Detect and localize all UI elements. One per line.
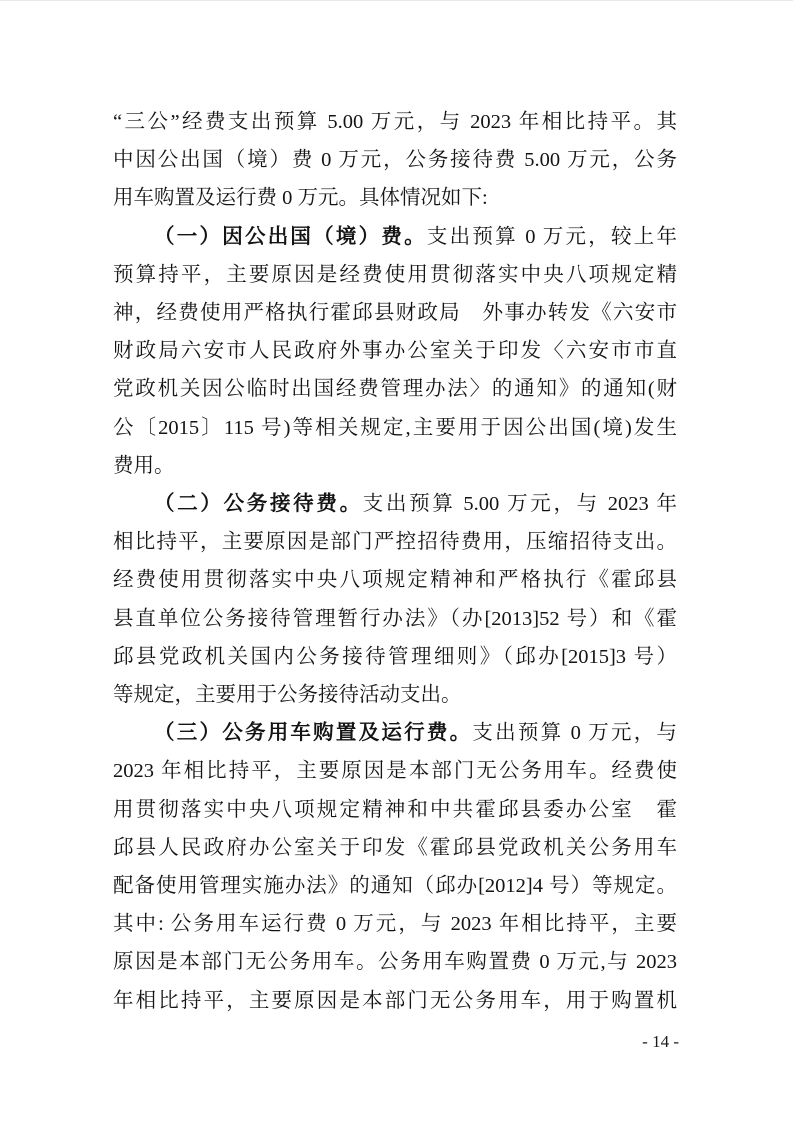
text-line — [113, 600, 677, 638]
text-line — [113, 982, 677, 1020]
text-line — [113, 714, 677, 752]
text-run: 邱县党政机关国内公务接待管理细则》（邱办[2015]3 号） — [113, 645, 677, 668]
text-line — [113, 676, 677, 714]
text-run: 党政机关因公临时出国经费管理办法〉的通知》的通知(财 — [113, 378, 677, 401]
text-run: 中因公出国（境）费 0 万元，公务接待费 5.00 万元，公务 — [113, 149, 677, 172]
text-line — [113, 256, 677, 294]
text-line — [113, 294, 677, 332]
text-run: 用贯彻落实中央八项规定精神和中共霍邱县委办公室 霍 — [113, 798, 677, 821]
text-line — [113, 867, 677, 905]
text-run: 县直单位公务接待管理暂行办法》（办[2013]52 号）和《霍 — [113, 607, 677, 630]
text-run: 支出预算 5.00 万元，与 2023 年 — [362, 493, 678, 516]
text-run: 预算持平，主要原因是经费使用贯彻落实中央八项规定精 — [113, 263, 677, 286]
text-line — [113, 370, 677, 408]
text-run: 年相比持平，主要原因是本部门无公务用车，用于购置机 — [113, 989, 677, 1012]
text-line — [113, 752, 677, 790]
text-line — [113, 829, 677, 867]
text-line — [113, 179, 677, 217]
text-run: 2023 年相比持平，主要原因是本部门无公务用车。经费使 — [113, 760, 677, 783]
text-run: 其中: 公务用车运行费 0 万元，与 2023 年相比持平，主要 — [113, 913, 677, 936]
text-line — [113, 218, 677, 256]
text-line — [113, 103, 677, 141]
text-run: 支出预算 0 万元，较上年 — [426, 225, 678, 248]
text-line — [113, 409, 677, 447]
text-line — [113, 791, 677, 829]
text-run: 经费使用贯彻落实中央八项规定精神和严格执行《霍邱县 — [113, 569, 677, 592]
page-top-edge — [0, 0, 793, 1]
text-run: 邱县人民政府办公室关于印发《霍邱县党政机关公务用车 — [113, 836, 677, 859]
text-run: 配备使用管理实施办法》的通知（邱办[2012]4 号）等规定。 — [113, 875, 677, 898]
text-run: 公〔2015〕115 号)等相关规定,主要用于因公出国(境)发生 — [113, 416, 677, 439]
text-run: “三公”经费支出预算 5.00 万元，与 2023 年相比持平。其 — [113, 111, 677, 133]
text-line — [113, 523, 677, 561]
heading-run: （一）因公出国（境）费。 — [154, 225, 427, 248]
page-number: - 14 - — [642, 1032, 679, 1051]
text-line — [113, 485, 677, 523]
text-line — [113, 141, 677, 179]
text-run: 费用。 — [113, 454, 175, 477]
text-line — [113, 447, 677, 485]
text-line — [113, 561, 677, 599]
text-line — [113, 332, 677, 370]
text-run: 神，经费使用严格执行霍邱县财政局 外事办转发《六安市 — [113, 302, 677, 325]
text-line — [113, 638, 677, 676]
document-body — [113, 103, 677, 1020]
text-run: 用车购置及运行费 0 万元。具体情况如下: — [113, 187, 488, 210]
text-run: 财政局六安市人民政府外事办公室关于印发〈六安市市直 — [113, 340, 677, 363]
heading-run: （三）公务用车购置及运行费。 — [154, 722, 473, 745]
heading-run: （二）公务接待费。 — [154, 493, 363, 516]
text-run: 相比持平，主要原因是部门严控招待费用，压缩招待支出。 — [113, 531, 677, 554]
text-run: 等规定，主要用于公务接待活动支出。 — [113, 684, 462, 707]
text-line — [113, 943, 677, 981]
text-run: 原因是本部门无公务用车。公务用车购置费 0 万元,与 2023 — [113, 951, 677, 974]
text-line — [113, 905, 677, 943]
text-run: 支出预算 0 万元，与 — [472, 722, 678, 745]
